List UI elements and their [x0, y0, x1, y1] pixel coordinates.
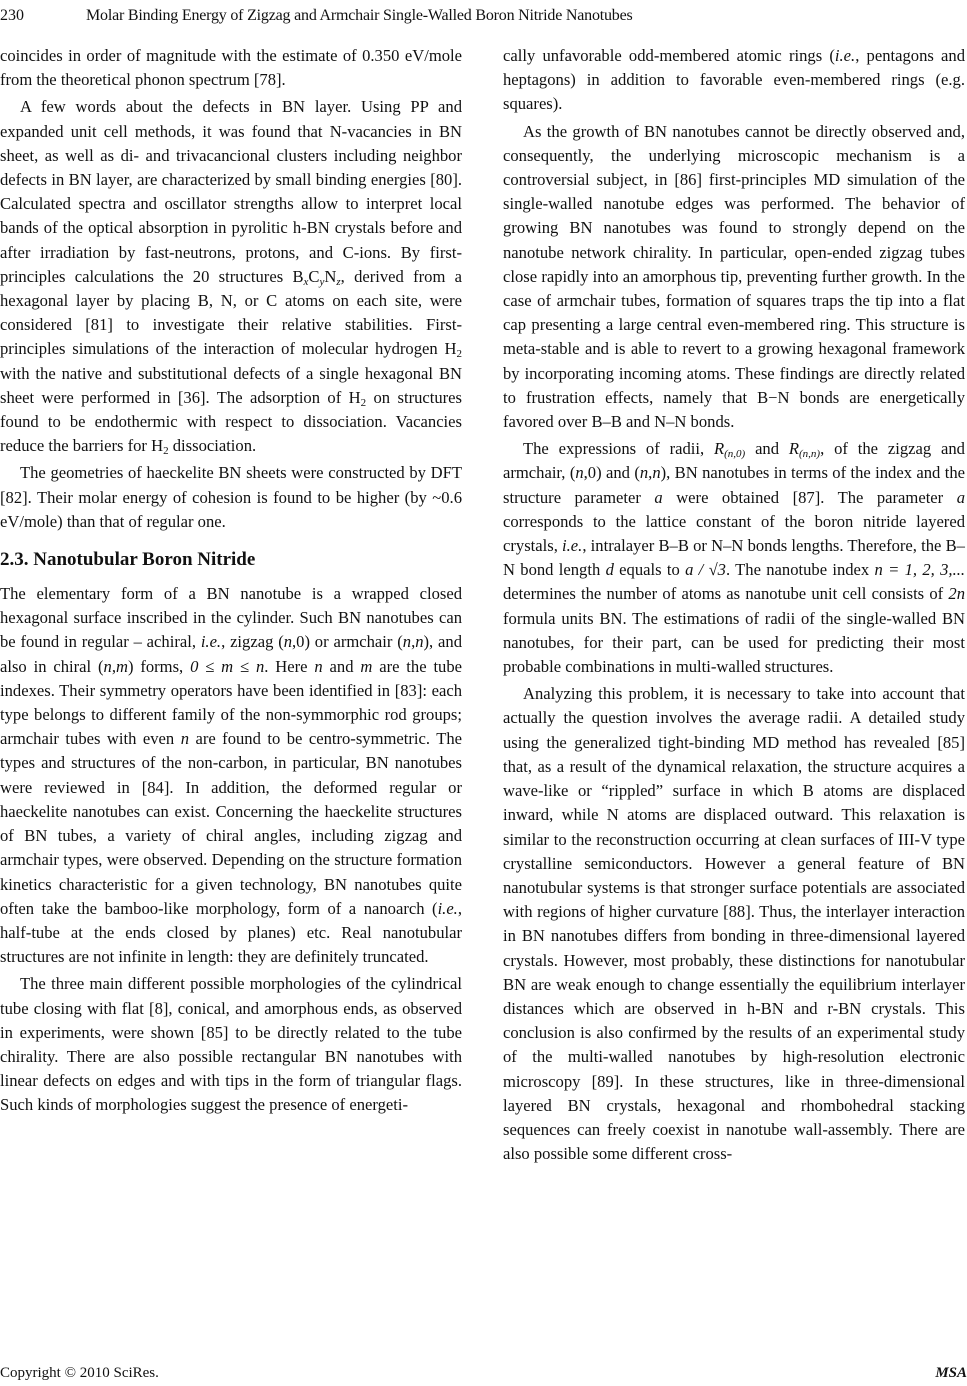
page-header	[0, 0, 967, 32]
journal-abbrev: MSA	[935, 1365, 967, 1381]
section-heading: 2.3. Nanotubular Boron Nitride	[0, 549, 256, 571]
paragraph: The geometries of haeckelite BN sheets were constructed by DFT [82]. Their molar energy of cohesion is found to be higher (by ~0.6 eV/mole) than that of regular one.	[0, 463, 462, 531]
page-number: 230	[0, 7, 24, 24]
paragraph: The expressions of radii, $R_{(n,0)}$ and $R_{(n,n)}$, of the zigzag and armchair, (n,0) and (n,n), BN nanotubes in terms of the index and the structure parameter a were obtained [87]. The parameter a corresponds to the lattice constant of the boron nitride layered crystals, i.e., intralayer B–B or N–N bonds lengths. Therefore, the B–N bond length d equals to a / √3. The nanotube index n = 1, 2, 3,... determines the number of atoms as nanotube unit cell consists of 2n formula units BN. The estimations of radii of the single-walled BN nanotubes, for their part, can be used for predicting their most probable combinations in multi-walled structures.	[503, 439, 966, 677]
paragraph: As the growth of BN nanotubes cannot be directly observed and, consequently, the underlying microscopic mechanism is a controversial subject, in [86] first-principles MD simulation of the single-walled nanotube edges was performed. The behavior of growing BN nanotubes was found to strongly depend on the nanotube network chirality. In particular, open-ended zigzag tubes close rapidly into an amorphous tip, preventing further growth. In the case of armchair tubes, formation of squares traps the tip into a flat cap presenting a large central even-membered ring. This structure is meta-stable and is able to revert to a growing hexagonal framework by incorporating incoming atoms. These findings are directly related to frustration effects, namely that B−N bonds are energetically favored over B–B and N–N bonds.	[503, 121, 965, 432]
running-title: Molar Binding Energy of Zigzag and Armchair Single-Walled Boron Nitride Nanotubes	[86, 7, 633, 24]
page-footer	[0, 1362, 967, 1384]
paragraph: The three main different possible morphologies of the cylindrical tube closing with flat [8], conical, and amorphous ends, as observed in experiments, were shown [85] to be directly related to the tube chirality. There are also possible rectangular BN nanotubes with linear defects on edges and with tips in the form of triangular flags. Such kinds of morphologies suggest the presence of energeti-	[0, 974, 462, 1115]
paragraph: cally unfavorable odd-membered atomic rings (i.e., pentagons and heptagons) in addition to favorable even-membered rings (e.g. squares).	[503, 46, 966, 114]
paragraph: coincides in order of magnitude with the estimate of 0.350 eV/mole from the theoretical phonon spectrum [78].	[0, 46, 462, 90]
formula-bxcynz: $B_xC_yN_z$	[292, 266, 341, 288]
paragraph: Analyzing this problem, it is necessary to take into account that actually the question involves the average radii. A detailed study using the generalized tight-binding MD method has revealed [85] that, as a result of the dynamical relaxation, the structure acquires a wave-like or “rippled” surface in which B atoms are displaced inward, while N atoms are displaced outward. This relaxation is similar to the reconstruction occurring at clean surfaces of III-V type crystalline semiconductors. However a general feature of BN nanotubular systems is that stronger surface potentials are associated with regions of higher curvature [88]. Thus, the interlayer interaction in BN nanotubes differs from bonding in three-dimensional layered crystals. However, most probably, these distinctions for nanotubular BN are weak enough to change essentially the equilibrium interlayer distances which are observed in h-BN and r-BN crystals. This conclusion is also confirmed by the results of an experimental study of the multi-walled nanotubes by high-resolution electronic microscopy [89]. In these structures, like in three-dimensional layered BN crystals, hexagonal and rhombohedral stacking sequences can freely coexist in nanotube wall-assembly. There are also possible some different cross-	[503, 684, 965, 1164]
right-column	[503, 44, 965, 1166]
radius-armchair-formula: $R_{(n,n)}$	[788, 439, 821, 461]
inequality-formula: 0 ≤ m ≤ n	[190, 656, 265, 676]
bond-length-formula: a / √3	[685, 560, 726, 580]
paragraph: The elementary form of a BN nanotube is a wrapped closed hexagonal surface inscribed in the cylinder. Such BN nanotubes can be found in regular – achiral, i.e., zigzag (n,0) or armchair (n,n), and also in chiral (n,m) forms, 0 ≤ m ≤ n. Here n and m are the tube indexes. Their symmetry operators have been identified in [83]: each type belongs to different family of the non-symmorphic rod groups; armchair tubes with even n are found to be centro-symmetric. The types and structures of the non-carbon, in particular, BN nanotubes were reviewed in [84]. In addition, the deformed regular or haeckelite nanotubes can exist. Concerning the haeckelite structures of BN tubes, a variety of chiral angles, including zigzag and armchair types, were observed. Depending on the structure formation kinetics characteristic for a given technology, BN nanotubes quite often take the bamboo-like morphology, form of a nanoarch (i.e., half-tube at the ends closed by planes) etc. Real nanotubular structures are not infinite in length: they are definitely truncated.	[0, 584, 463, 967]
paragraph: A few words about the defects in BN layer. Using PP and expanded unit cell methods, it was found that N-vacancies in BN sheet, as well as di- and trivacancional clusters including neighbor defects in BN layer, are characterized by small binding energies [80]. Calculated spectra and oscillator strengths allow to interpret local bands of the optical absorption in pyrolitic h-BN crystals before and after irradiation by fast-neutrons, protons, and C-ions. By first-principles calculations the 20 structures $B_xC_yN_z$, derived from a hexagonal layer by placing B, N, or C atoms on each site, were considered [81] to investigate their relative stabilities. First-principles simulations of the interaction of molecular hydrogen $H_2$ with the native and substitutional defects of a single hexagonal BN sheet were performed in [36]. The adsorption of $H_2$ on structures found to be endothermic with respect to dissociation. Vacancies reduce the barriers for $H_2$ dissociation.	[0, 97, 463, 458]
index-values-formula: n = 1, 2, 3,...	[874, 560, 966, 580]
left-column	[0, 44, 462, 1118]
radius-zigzag-formula: $R_{(n,0)}$	[714, 439, 746, 461]
copyright: Copyright © 2010 SciRes.	[0, 1365, 159, 1381]
